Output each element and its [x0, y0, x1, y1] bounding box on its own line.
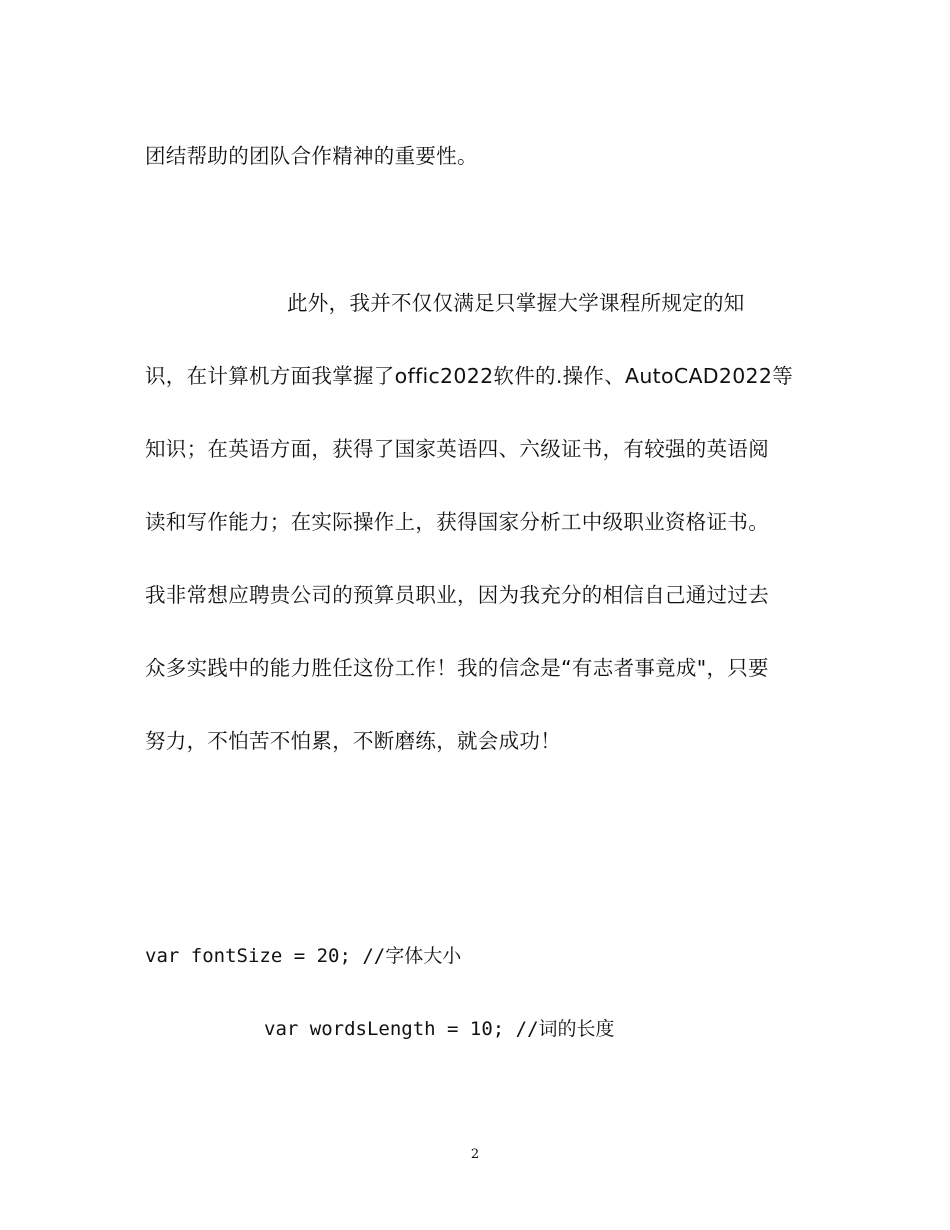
page-number: 2: [470, 1147, 480, 1162]
paragraph-line: 众多实践中的能力胜任这份工作！我的信念是“有志者事竟成"，只要: [145, 656, 769, 680]
code-line: var fontSize = 20; //字体大小: [145, 945, 462, 967]
paragraph-line: 读和写作能力；在实际操作上，获得国家分析工中级职业资格证书。: [145, 510, 769, 534]
paragraph-line: 我非常想应聘贵公司的预算员职业，因为我充分的相信自己通过过去: [145, 583, 769, 607]
paragraph-line: 团结帮助的团队合作精神的重要性。: [145, 144, 478, 168]
paragraph-line: 努力，不怕苦不怕累，不断磨练，就会成功！: [145, 729, 561, 753]
paragraph-line: 此外，我并不仅仅满足只掌握大学课程所规定的知: [287, 291, 745, 315]
paragraph-line: 知识；在英语方面，获得了国家英语四、六级证书，有较强的英语阅: [145, 437, 769, 461]
code-line: var wordsLength = 10; //词的长度: [264, 1018, 615, 1040]
paragraph-line: 识，在计算机方面我掌握了offic2022软件的.操作、AutoCAD2022等: [145, 364, 794, 388]
